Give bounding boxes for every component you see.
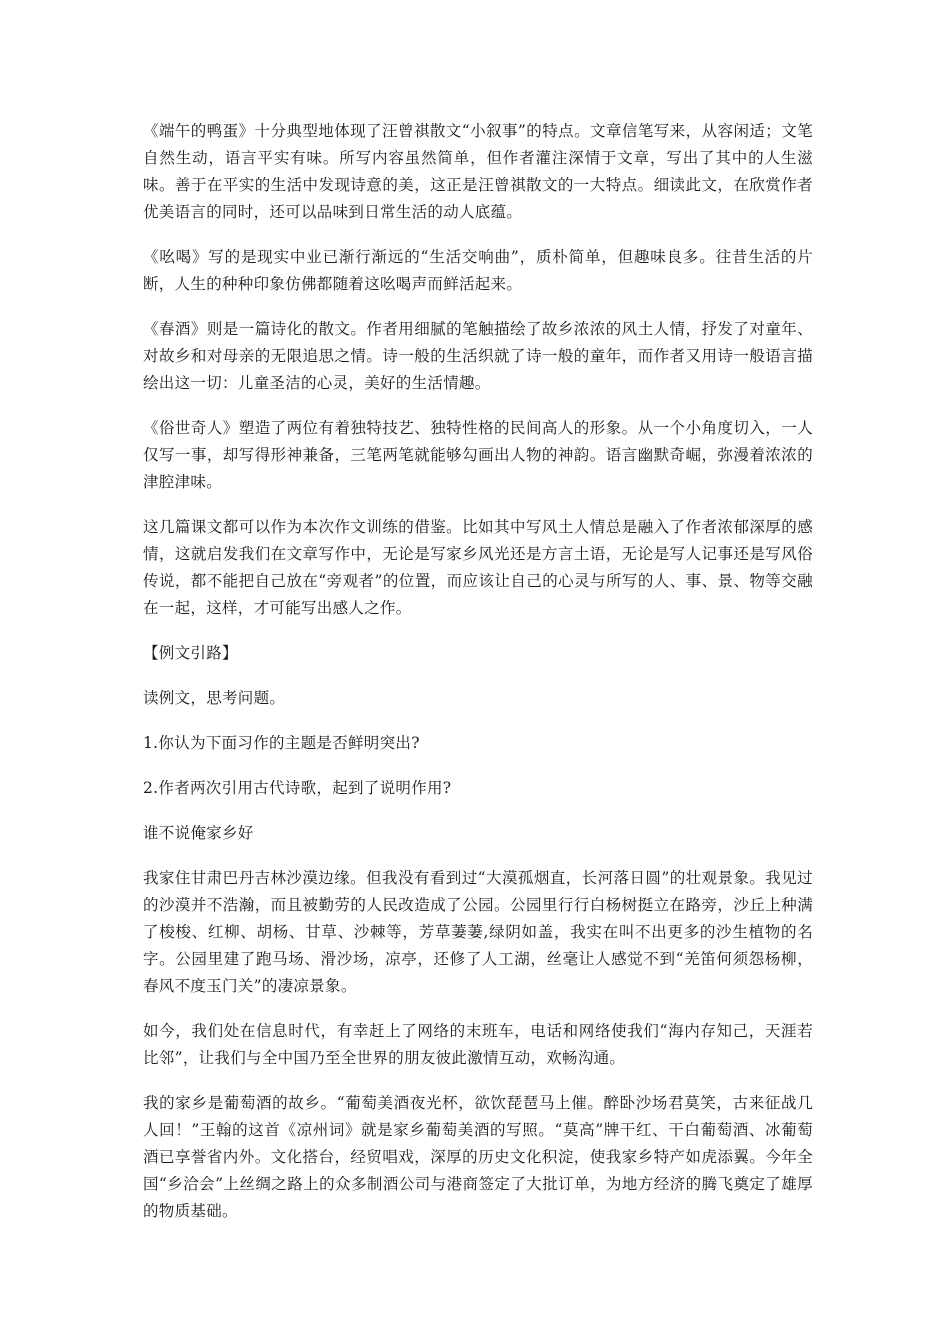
essay-paragraph-internet: 如今，我们处在信息时代，有幸赶上了网络的末班车，电话和网络使我们“海内存知己，天涯若比邻”，让我们与全中国乃至全世界的朋友彼此激情互动，欢畅沟通。: [143, 1022, 813, 1067]
essay-paragraph-wine: 我的家乡是葡萄酒的故乡。“葡萄美酒夜光杯，欲饮琵琶马上催。醉卧沙场君莫笑，古来征战几人回！”王翰的这首《凉州词》就是家乡葡萄美酒的写照。“莫高”牌干红、干白葡萄酒、冰葡萄酒已享誉省内外。文化搭台，经贸唱戏，深厚的历史文化积淀，使我家乡特产如虎添翼。今年全国“乡洽会”上丝绸之路上的众多制酒公司与港商签定了大批订单，为地方经济的腾飞奠定了雄厚的物质基础。: [143, 1094, 813, 1220]
section-heading: 【例文引路】: [143, 644, 238, 662]
question-1: 1.你认为下面习作的主题是否鲜明突出?: [143, 734, 420, 752]
instruction-text: 读例文，思考问题。: [143, 689, 286, 707]
paragraph-sushiqiren: 《俗世奇人》塑造了两位有着独特技艺、独特性格的民间高人的形象。从一个小角度切入，一人仅写一事，却写得形神兼备，三笔两笔就能够勾画出人物的神韵。语言幽默奇崛，弥漫着浓浓的津腔津味。: [143, 419, 813, 491]
essay-paragraph-desert: 我家住甘肃巴丹吉林沙漠边缘。但我没有看到过“大漠孤烟直，长河落日圆”的壮观景象。我见过的沙漠并不浩瀚，而且被勤劳的人民改造成了公园。公园里行行白杨树挺立在路旁，沙丘上种满了梭梭、红柳、胡杨、甘草、沙棘等，芳草萋萋,绿阴如盖，我实在叫不出更多的沙生植物的名字。公园里建了跑马场、滑沙场，凉亭，还修了人工湖，丝毫让人感觉不到“羌笛何须怨杨柳，春风不度玉门关”的凄凉景象。: [143, 869, 813, 995]
document-body: [143, 118, 813, 1243]
essay-title: 谁不说俺家乡好: [143, 824, 254, 842]
paragraph-yaohe: 《吆喝》写的是现实中业已渐行渐远的“生活交响曲”，质朴简单，但趣味良多。往昔生活的片断，人生的种种印象仿佛都随着这吆喝声而鲜活起来。: [143, 248, 813, 293]
question-2: 2.作者两次引用古代诗歌，起到了说明作用?: [143, 779, 452, 797]
paragraph-chunjiu: 《春酒》则是一篇诗化的散文。作者用细腻的笔触描绘了故乡浓浓的风土人情，抒发了对童年、对故乡和对母亲的无限追思之情。诗一般的生活织就了诗一般的童年，而作者又用诗一般语言描绘出这一切：儿童圣洁的心灵，美好的生活情趣。: [143, 320, 813, 392]
paragraph-summary: 这几篇课文都可以作为本次作文训练的借鉴。比如其中写风土人情总是融入了作者浓郁深厚的感情，这就启发我们在文章写作中，无论是写家乡风光还是方言土语，无论是写人记事还是写风俗传说，都不能把自己放在“旁观者”的位置，而应该让自己的心灵与所写的人、事、景、物等交融在一起，这样，才可能写出感人之作。: [143, 518, 813, 617]
paragraph-duanwu: 《端午的鸭蛋》十分典型地体现了汪曾祺散文“小叙事”的特点。文章信笔写来，从容闲适；文笔自然生动，语言平实有味。所写内容虽然简单，但作者灌注深情于文章，写出了其中的人生滋味。善于在平实的生活中发现诗意的美，这正是汪曾祺散文的一大特点。细读此文，在欣赏作者优美语言的同时，还可以品味到日常生活的动人底蕴。: [143, 122, 813, 221]
